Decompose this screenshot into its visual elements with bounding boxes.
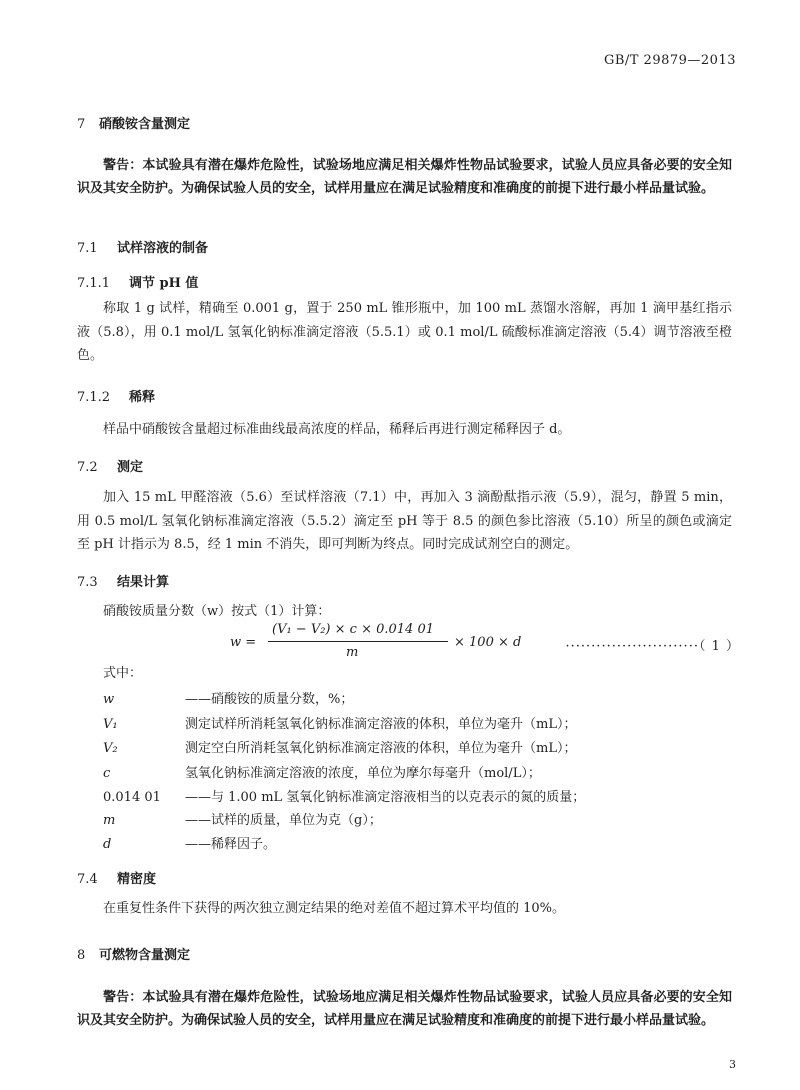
variable-description: ——与 1.00 mL 氢氧化钠标准滴定溶液相当的以克表示的氮的质量；: [185, 790, 586, 805]
section-title: 可燃物含量测定: [99, 948, 191, 963]
section-7-1-1-heading: [77, 272, 198, 291]
section-7-1-2-heading: [77, 386, 155, 405]
section-7-4-heading: [77, 868, 156, 887]
equation-rhs: × 100 × d: [454, 635, 522, 650]
variable-symbol: 0.014 01: [103, 790, 161, 805]
section-title: 精密度: [117, 872, 157, 887]
variable-row: [103, 737, 576, 756]
section-number: 7: [77, 117, 86, 132]
section-7-3-heading: [77, 571, 169, 590]
equation-numerator: (V₁ − V₂) × c × 0.014 01: [272, 622, 434, 637]
section-7-1-1-text: 称取 1 g 试样，精确至 0.001 g，置于 250 mL 锥形瓶中，加 100 mL 蒸馏水溶解，再加 1 滴甲基红指示液（5.8），用 0.1 mol/L 氢氧化钠标准滴定溶液（5.5.1）或 0.1 mol/L 硫酸标准滴定溶液（5.4）调节溶液至橙色。: [77, 301, 732, 363]
section-7-heading: [77, 113, 190, 132]
section-8-heading: [77, 944, 190, 963]
section-7-warning: 警告：本试验具有潜在爆炸危险性，试验场地应满足相关爆炸性物品试验要求，试验人员应具备必要的安全知识及其安全防护。为确保试验人员的安全，试样用量应在满足试验精度和准确度的前提下进行最小样品量试验。: [77, 158, 732, 196]
variable-symbol: V₂: [103, 741, 118, 756]
variable-row: [103, 833, 276, 852]
section-7-1-2-text: 样品中硝酸铵含量超过标准曲线最高浓度的样品，稀释后再进行测定稀释因子 d。: [103, 422, 571, 437]
equation-1: [230, 622, 740, 662]
section-title: 试样溶液的制备: [117, 241, 209, 256]
section-8-warning: 警告：本试验具有潜在爆炸危险性，试验场地应满足相关爆炸性物品试验要求，试验人员应具备必要的安全知识及其安全防护。为确保试验人员的安全，试样用量应在满足试验精度和准确度的前提下进行最小样品量试验。: [77, 990, 732, 1028]
equation-denominator: m: [346, 645, 359, 660]
variable-description: ——试样的质量，单位为克（g）；: [185, 813, 382, 828]
equation-lhs: w =: [230, 635, 257, 650]
variable-row: [103, 762, 541, 781]
equation-number: ··························（ 1 ）: [565, 639, 740, 654]
variable-description: 测定试样所消耗氢氧化钠标准滴定溶液的体积，单位为毫升（mL）；: [185, 717, 577, 732]
section-7-3-text: 硝酸铵质量分数（w）按式（1）计算：: [103, 604, 331, 619]
variable-row: [103, 809, 382, 828]
section-number: 8: [77, 948, 86, 963]
variable-symbol: m: [103, 813, 116, 828]
section-title: 结果计算: [117, 575, 170, 590]
variable-row: [103, 688, 353, 707]
section-number: 7.1: [77, 241, 98, 256]
section-title: 调节 pH 值: [129, 276, 199, 291]
section-7-2-text: 加入 15 mL 甲醛溶液（5.6）至试样溶液（7.1）中，再加入 3 滴酚酞指示液（5.9），混匀，静置 5 min，用 0.5 mol/L 氢氧化钠标准滴定溶液（5.5.2）滴定至 pH 等于 8.5 的颜色参比溶液（5.10）所呈的颜色或滴定至 pH 计指示为 8.5，经 1 min 不消失，即可判断为终点。同时完成试剂空白的测定。: [77, 490, 732, 552]
section-number: 7.3: [77, 575, 98, 590]
section-number: 7.1.1: [77, 276, 111, 291]
section-title: 测定: [117, 460, 144, 475]
variable-symbol: d: [103, 837, 112, 852]
variable-symbol: V₁: [103, 717, 118, 732]
section-title: 稀释: [129, 390, 156, 405]
variable-symbol: w: [103, 692, 115, 707]
section-title: 硝酸铵含量测定: [99, 117, 191, 132]
variable-description: 测定空白所消耗氢氧化钠标准滴定溶液的体积，单位为毫升（mL）；: [185, 741, 577, 756]
variable-description: ——稀释因子。: [185, 837, 277, 852]
section-number: 7.1.2: [77, 390, 111, 405]
variable-description: ——硝酸铵的质量分数，%；: [185, 692, 354, 707]
variable-row: [103, 713, 576, 732]
variable-row: [103, 786, 585, 805]
fraction-bar: [268, 641, 448, 642]
page-number: 3: [729, 1058, 736, 1071]
where-label: 式中：: [103, 666, 143, 681]
section-7-4-text: 在重复性条件下获得的两次独立测定结果的绝对差值不超过算术平均值的 10%。: [103, 901, 566, 916]
standard-number: GB/T 29879—2013: [603, 53, 736, 68]
section-number: 7.4: [77, 872, 98, 887]
section-number: 7.2: [77, 460, 98, 475]
section-7-2-heading: [77, 456, 143, 475]
variable-description: 氢氧化钠标准滴定溶液的浓度，单位为摩尔每毫升（mol/L）；: [185, 766, 541, 781]
section-7-1-heading: [77, 237, 208, 256]
variable-symbol: c: [103, 766, 111, 781]
